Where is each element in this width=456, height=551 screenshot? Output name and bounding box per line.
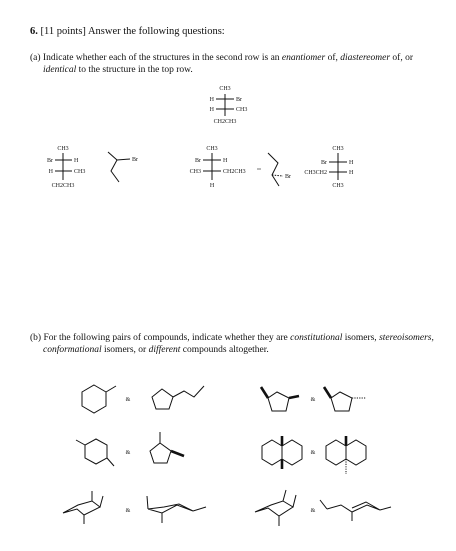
cyclopentane-wedge-2 — [324, 387, 366, 411]
fischer-top — [210, 86, 248, 125]
part-b-text: compounds altogether. — [180, 345, 269, 355]
fischer-label: H — [349, 170, 354, 176]
chair-cyclohexane-4 — [320, 500, 391, 521]
skeletal-zigzag-1 — [108, 152, 138, 182]
fischer-label: CH3CH2 — [304, 170, 327, 176]
fischer-label: Br — [321, 160, 327, 166]
fischer-label: Br — [47, 158, 53, 164]
fischer-row-3 — [304, 146, 354, 189]
fischer-row-1 — [47, 146, 85, 189]
cyclopentane-substituted — [150, 432, 184, 463]
term-conformational: conformational — [43, 345, 102, 355]
part-b-text: isomers, — [342, 333, 380, 343]
chair-cyclohexane-1 — [63, 491, 103, 524]
alkylcyclopentane — [152, 386, 204, 409]
fischer-label: H — [209, 97, 214, 103]
cyclopentane-wedge-1 — [261, 387, 299, 411]
fischer-label: H — [223, 158, 228, 164]
dimethylcyclohexane — [76, 439, 114, 466]
fischer-label: Br — [195, 158, 201, 164]
fischer-label: CH3 — [332, 146, 344, 152]
skeletal-zigzag-2 — [257, 153, 291, 186]
part-b-text: (b) For the following pairs of compounds, indicate whether they are — [30, 333, 291, 343]
fischer-label: H — [209, 183, 215, 189]
fischer-label: H — [74, 158, 79, 164]
pair-separator: & — [125, 508, 131, 514]
substituent-label: Br — [285, 174, 291, 180]
fischer-label: CH2CH3 — [213, 119, 237, 125]
part-a-text: of, or — [390, 53, 413, 63]
fischer-row-2 — [190, 146, 246, 189]
chair-cyclohexane-2 — [147, 496, 206, 523]
fischer-label: CH3 — [74, 169, 86, 175]
question-points: [11 points] Answer the following questions: — [40, 26, 225, 37]
fischer-label: CH3 — [219, 86, 231, 92]
pair-separator: & — [125, 397, 131, 403]
term-stereoisomers: stereoisomers, — [379, 333, 434, 343]
chair-cyclohexane-3 — [255, 490, 296, 526]
pair-separator: & — [310, 508, 316, 514]
fischer-label: CH3 — [189, 169, 201, 175]
pair-separator: & — [310, 397, 316, 403]
part-a-text: (a) Indicate whether each of the structures in the second row is an — [30, 53, 282, 63]
fischer-label: Br — [236, 97, 242, 103]
term-constitutional: constitutional — [290, 333, 343, 343]
term-identical: identical — [43, 65, 77, 75]
fischer-label: CH3 — [57, 146, 69, 152]
fischer-label: H — [48, 169, 53, 175]
term-diastereomer: diastereomer — [340, 53, 391, 63]
methylcyclohexane — [82, 385, 116, 413]
term-enantiomer: enantiomer — [281, 53, 326, 63]
pair-separator: & — [125, 450, 131, 456]
fischer-label: CH3 — [206, 146, 218, 152]
part-b-text: isomers, or — [101, 345, 149, 355]
decalin-2 — [326, 436, 366, 474]
fischer-label: H — [209, 107, 214, 113]
fischer-label: H — [349, 160, 354, 166]
substituent-label: Br — [132, 157, 138, 163]
part-a-text: to the structure in the top row. — [76, 65, 193, 75]
part-a-text: of, — [325, 53, 341, 63]
fischer-label: CH3 — [332, 183, 344, 189]
question-number: 6. — [30, 26, 38, 37]
fischer-label: CH2CH3 — [51, 183, 75, 189]
pair-separator: & — [310, 450, 316, 456]
fischer-label: CH3 — [236, 107, 248, 113]
term-different: different — [148, 345, 181, 355]
decalin-1 — [262, 436, 302, 469]
fischer-label: CH2CH3 — [223, 169, 246, 175]
